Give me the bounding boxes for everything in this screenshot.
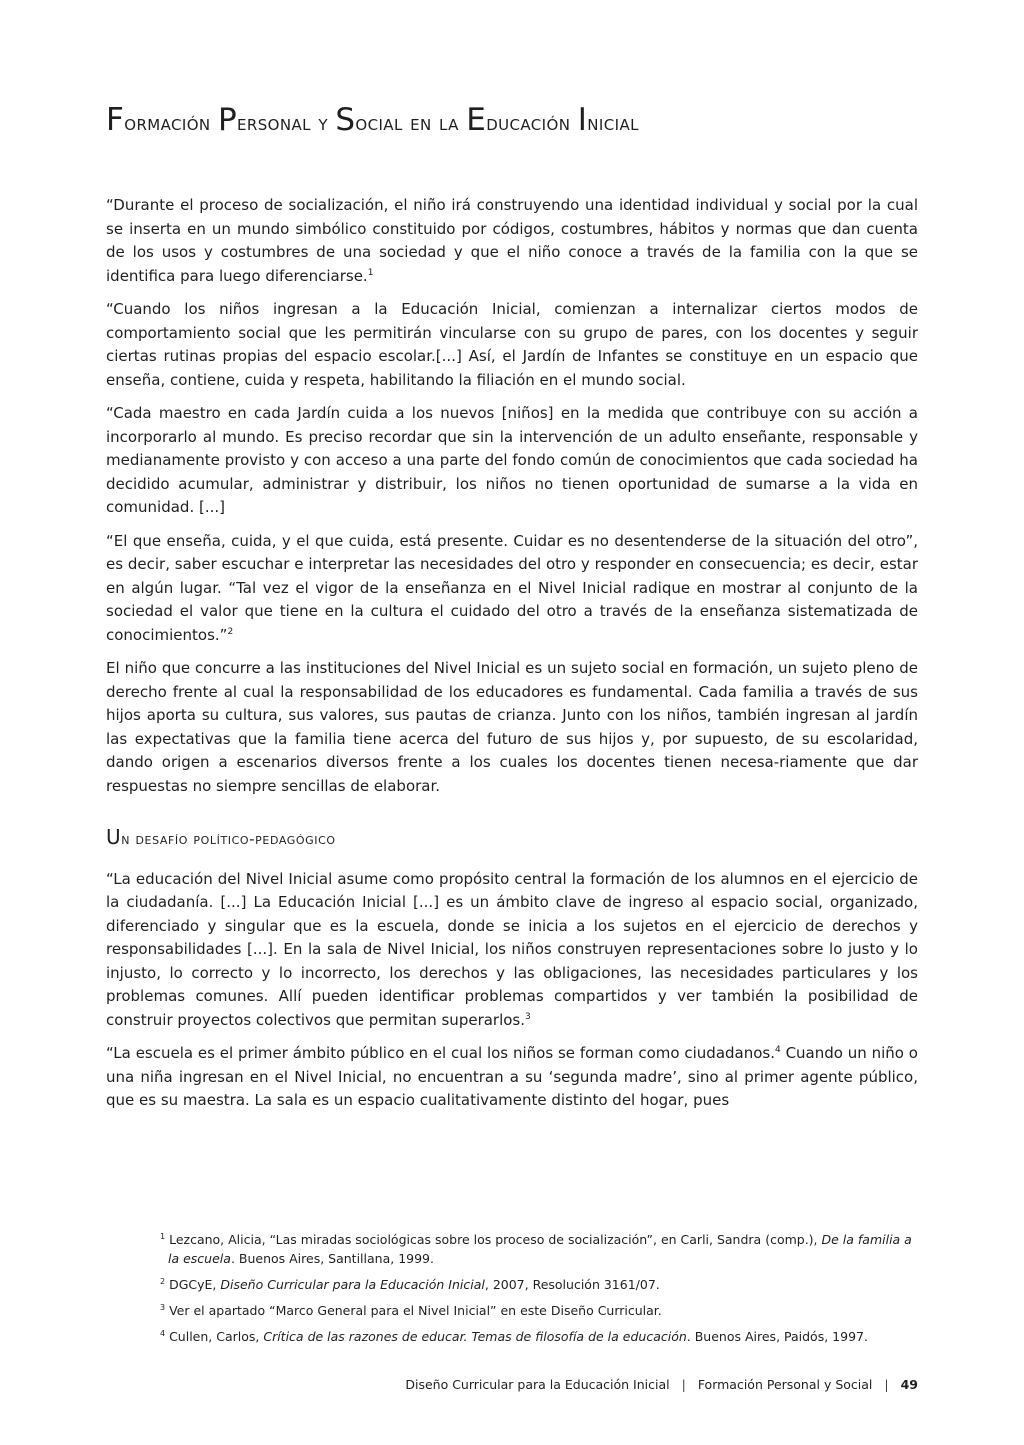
paragraph-text: “La escuela es el primer ámbito público en el cual los niños se forman como ciudadanos. [106,1044,775,1062]
paragraph-text: “Cuando los niños ingresan a la Educación Inicial, comienzan a internalizar ciertos modos de comportamiento social que les permitirán vincularse con su grupo de pares, con los docentes y seguir ciertas rutinas propias del espacio escolar.[...] Así, el Jardín de Infantes se constituye en un espacio que enseña, contiene, cuida y respeta, habilitando la filiación en el mundo social. [106,300,918,389]
footnote-number: 2 [160,1276,166,1286]
paragraph [106,1042,918,1113]
footnote [160,1230,922,1268]
title-word [577,102,639,138]
page-title [106,102,639,138]
footnote-italic: Crítica de las razones de educar. Temas de filosofía de la educación [263,1329,687,1344]
footnotes [160,1230,922,1353]
title-initial: E [466,102,487,138]
footnote-number: 1 [160,1231,166,1241]
title-initial: S [335,102,356,138]
page-number: 49 [900,1377,918,1392]
title-rest: la [439,111,459,136]
title-word [410,111,432,136]
title-word [106,102,211,138]
footnote [160,1301,922,1320]
footnote-ref: 2 [227,626,234,637]
footnote-italic: De la familia a la escuela [168,1232,912,1266]
title-rest: ducación [486,111,571,136]
title-word [318,111,328,136]
title-word [466,102,571,138]
footer-divider: | [884,1377,889,1392]
paragraph-text: “La educación del Nivel Inicial asume como propósito central la formación de los alumnos en el ejercicio de la ciudadanía. [...] La Educación Inicial [...] es un ámbito clave de ingreso al espacio social, organizado, diferenciado y singular que es la escuela, donde se inicia a los sujetos en el ejercicio de derechos y responsabilidades [...]. En la sala de Nivel Inicial, los niños construyen representaciones sobre lo justo y lo injusto, lo correcto y lo incorrecto, los derechos y las obligaciones, las necesidades particulares y los problemas comunes. Allí pueden identificar problemas compartidos y ver también la posibilidad de construir proyectos colectivos que permitan superarlos. [106,869,918,1029]
title-word [439,111,459,136]
title-rest: en [410,111,432,136]
title-initial: P [217,102,238,138]
section-heading-word [106,825,131,849]
footnote [160,1327,922,1346]
title-word [335,102,403,138]
footnote-text: Ver el apartado “Marco General para el Nivel Inicial” en este Diseño Curricular. [169,1303,662,1318]
section-heading-initial: U [106,825,122,849]
section-heading-word [193,830,335,848]
section-heading-rest: n [121,830,131,848]
footnote-number: 4 [160,1328,166,1338]
section-heading-rest: político-pedagógico [193,830,336,848]
footnote [160,1275,922,1294]
title-rest: ormación [124,111,211,136]
page-footer [405,1377,918,1392]
paragraph [106,657,918,798]
paragraph-text: “Durante el proceso de socialización, el niño irá construyendo una identidad individual y social por la cual se inserta en un mundo simbólico constituido por códigos, costumbres, hábitos y normas que dan cuenta de los usos y costumbres de una sociedad y que el niño conoce a través de la familia con la que se identifica para luego diferenciarse. [106,196,918,285]
paragraph-text: El niño que concurre a las instituciones del Nivel Inicial es un sujeto social en formación, un sujeto pleno de derecho frente al cual la responsabilidad de los educadores es fundamental. Cada familia a través de sus hijos aporta su cultura, sus valores, sus pautas de crianza. Junto con los niños, también ingresan al jardín las expectativas que la familia tiene acerca del futuro de sus hijos y, por supuesto, de su escolaridad, dando origen a escenarios diversos frente a los cuales los docentes tienen necesa-riamente que dar respuestas no siempre sencillas de elaborar. [106,659,918,795]
title-word [217,102,311,138]
footnote-number: 3 [160,1302,166,1312]
footnote-ref: 3 [525,1011,531,1022]
footnote-text: Cullen, Carlos, [169,1329,264,1344]
footnote-text: , 2007, Resolución 3161/07. [484,1277,660,1292]
paragraph-group-2 [106,868,918,1113]
footnote-text: . Buenos Aires, Santillana, 1999. [230,1251,434,1266]
section-heading [106,826,918,852]
paragraph-text: “El que enseña, cuida, y el que cuida, está presente. Cuidar es no desentenderse de la situación del otro”, es decir, saber escuchar e interpretar las necesidades del otro y responder en consecuencia; es decir, estar en algún lugar. “Tal vez el vigor de la enseñanza en el Nivel Inicial radique en mostrar al conjunto de la sociedad el valor que tiene en la cultura el cuidado del otro a través de la enseñanza sistematizada de conocimientos.” [106,531,918,644]
section-heading-word [135,830,188,848]
footnote-text: . Buenos Aires, Paidós, 1997. [686,1329,868,1344]
title-rest: nicial [587,111,639,136]
paragraph [106,868,918,1033]
footnote-text: DGCyE, [169,1277,221,1292]
title-rest: ersonal [237,111,311,136]
footer-section-title: Formación Personal y Social [697,1377,873,1392]
footnote-ref: 1 [367,267,374,278]
title-rest: y [318,111,328,136]
paragraph [106,298,918,392]
section-heading-rest: desafío [135,830,189,848]
footnote-ref: 4 [775,1045,781,1055]
paragraph-group-1 [106,194,918,798]
footnote-italic: Diseño Curricular para la Educación Inicial [220,1277,485,1292]
paragraph [106,194,918,288]
paragraph-text: “Cada maestro en cada Jardín cuida a los nuevos [niños] en la medida que contribuye con su acción a incorporarlo al mundo. Es preciso recordar que sin la intervención de un adulto enseñante, responsable y medianamente provisto y con acceso a una parte del fondo común de conocimientos que cada sociedad ha decidido acumular, administrar y distribuir, los niños no tienen oportunidad de sumarse a la vida en comunidad. [...] [106,404,918,516]
title-initial: F [106,102,125,138]
footnote-text: Lezcano, Alicia, “Las miradas sociológicas sobre los proceso de socialización”, en Carli, Sandra (comp.), [169,1232,822,1247]
paragraph [106,402,918,520]
body-text [106,194,918,1123]
title-initial: I [577,102,588,138]
footer-divider: | [681,1377,686,1392]
footer-document-title: Diseño Curricular para la Educación Inicial [405,1377,670,1392]
paragraph-text: Cuando un niño o una niña ingresan en el Nivel Inicial, no encuentran a su ‘segunda madre’, sino al primer agente público, que es su maestra. La sala es un espacio cualitativamente distinto del hogar, pues [106,1044,918,1109]
title-rest: ocial [355,111,403,136]
paragraph [106,530,918,648]
